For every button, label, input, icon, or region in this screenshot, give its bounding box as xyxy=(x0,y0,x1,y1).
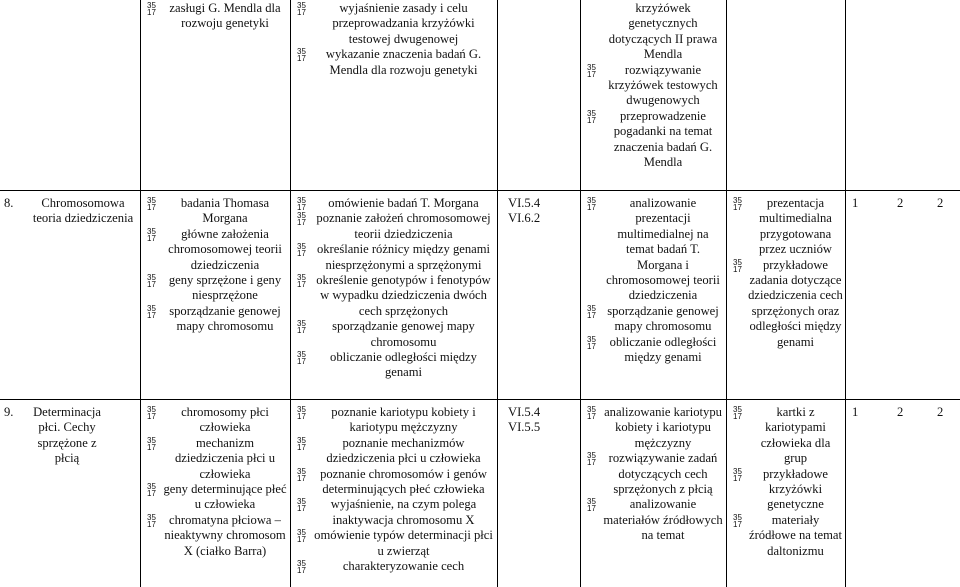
list-item: 35 17 poznanie założeń chromosomowej teorii dziedziczenia xyxy=(292,211,495,242)
standards-cell xyxy=(508,405,578,436)
bullet-icon: 35 17 xyxy=(147,226,156,243)
list-item: 35 17 kartki z kariotypami człowieka dla grup xyxy=(728,405,843,467)
list-item: 35 17 omówienie badań T. Morgana xyxy=(292,196,495,211)
list-item: 35 17 badania Thomasa Morgana xyxy=(142,196,288,227)
bullet-icon: 35 17 xyxy=(297,47,306,64)
list-item: 35 17 wyjaśnienie zasady i celu przeprowadzania krzyżówki testowej dwugenowej xyxy=(292,1,495,47)
list-item: 35 17 charakteryzowanie cech xyxy=(292,559,495,574)
list-item: 35 17 poznanie mechanizmów dziedziczenia płci u człowieka xyxy=(292,436,495,467)
list-item: 35 17 określanie różnicy między genami niesprzężonymi a sprzężonymi xyxy=(292,242,495,273)
list-item: 35 17 chromosomy płci człowieka xyxy=(142,405,288,436)
bullet-icon: 35 17 xyxy=(147,273,156,290)
goals-cell xyxy=(292,1,495,78)
standard-code: VI.5.5 xyxy=(508,420,541,435)
topic-number: 8. xyxy=(4,196,14,210)
list-item: 35 17 główne założenia chromosomowej teorii dziedziczenia xyxy=(142,227,288,273)
column-divider xyxy=(140,0,141,587)
hours-value: 2 xyxy=(897,196,904,210)
hours-cell xyxy=(847,196,960,214)
bullet-icon: 35 17 xyxy=(587,108,596,125)
bullet-icon: 35 17 xyxy=(297,466,306,483)
bullet-icon: 35 17 xyxy=(147,435,156,452)
bullet-icon: 35 17 xyxy=(297,497,306,514)
list-item: 35 17 obliczanie odległości między genami xyxy=(582,335,724,366)
column-divider xyxy=(726,0,727,587)
hours-value: 1 xyxy=(852,196,859,210)
bullet-icon: 35 17 xyxy=(297,196,306,212)
bullet-icon: 35 17 xyxy=(587,497,596,514)
standards-cell xyxy=(508,196,578,227)
bullet-icon: 35 17 xyxy=(297,273,306,290)
list-item-continued: krzyżówek genetycznych dotyczących II prawa Mendla xyxy=(608,1,718,62)
column-divider xyxy=(290,0,291,587)
procedures-cell xyxy=(582,405,724,544)
bullet-icon: 35 17 xyxy=(147,482,156,499)
list-item: 35 17 wyjaśnienie, na czym polega inaktywacja chromosomu X xyxy=(292,497,495,528)
bullet-icon: 35 17 xyxy=(297,211,306,228)
content-cell xyxy=(142,405,288,559)
goals-cell xyxy=(292,196,495,381)
hours-value: 2 xyxy=(937,196,944,210)
list-item: 35 17 sporządzanie genowej mapy chromosomu xyxy=(142,304,288,335)
list-item: 35 17 rozwiązywanie krzyżówek testowych dwugenowych xyxy=(582,63,724,109)
topic-cell xyxy=(4,196,138,227)
column-divider xyxy=(845,0,846,587)
list-item: 35 17 przeprowadzenie pogadanki na temat znaczenia badań G. Mendla xyxy=(582,109,724,171)
bullet-icon: 35 17 xyxy=(733,466,742,483)
hours-value: 2 xyxy=(937,405,944,419)
content-cell xyxy=(142,1,288,32)
hours-cell xyxy=(847,405,960,423)
list-item: 35 17 materiały źródłowe na temat daltonizmu xyxy=(728,513,843,559)
topic-cell xyxy=(4,405,138,467)
procedures-cell xyxy=(582,196,724,365)
bullet-icon: 35 17 xyxy=(297,242,306,259)
bullet-icon: 35 17 xyxy=(297,435,306,452)
standard-code: VI.5.4 xyxy=(508,196,541,210)
means-cell xyxy=(728,405,843,559)
list-item: 35 17 analizowanie prezentacji multimedialnej na temat badań T. Morgana i chromosomowej teorii dziedziczenia xyxy=(582,196,724,304)
bullet-icon: 35 17 xyxy=(147,512,156,529)
list-item: 35 17 przykładowe zadania dotyczące dziedziczenia cech sprzężonych oraz odległości między genami xyxy=(728,258,843,350)
list-item: 35 17 obliczanie odległości między genami xyxy=(292,350,495,381)
bullet-icon: 35 17 xyxy=(297,559,306,575)
bullet-icon: 35 17 xyxy=(587,405,596,421)
bullet-icon: 35 17 xyxy=(733,196,742,212)
bullet-icon: 35 17 xyxy=(147,303,156,320)
bullet-icon: 35 17 xyxy=(587,451,596,468)
list-item: 35 17 rozwiązywanie zadań dotyczących cech sprzężonych z płcią xyxy=(582,451,724,497)
list-item: 35 17 mechanizm dziedziczenia płci u człowieka xyxy=(142,436,288,482)
standard-code: VI.5.4 xyxy=(508,405,541,419)
topic-title: Chromosomowa teoria dziedziczenia xyxy=(32,196,134,226)
procedures-cell xyxy=(582,1,724,170)
bullet-icon: 35 17 xyxy=(297,405,306,421)
list-item: 35 17 określenie genotypów i fenotypów w wypadku dziedziczenia dwóch cech sprzężonych xyxy=(292,273,495,319)
bullet-icon: 35 17 xyxy=(297,1,306,17)
bullet-icon: 35 17 xyxy=(147,196,156,212)
bullet-icon: 35 17 xyxy=(587,196,596,212)
column-divider xyxy=(497,0,498,587)
list-item: 35 17 poznanie chromosomów i genów determinujących płeć człowieka xyxy=(292,467,495,498)
list-item: 35 17 sporządzanie genowej mapy chromosomu xyxy=(582,304,724,335)
bullet-icon: 35 17 xyxy=(147,1,156,17)
column-divider xyxy=(580,0,581,587)
bullet-icon: 35 17 xyxy=(733,257,742,274)
list-item: 35 17 wykazanie znaczenia badań G. Mendla dla rozwoju genetyki xyxy=(292,47,495,78)
means-cell xyxy=(728,196,843,350)
list-item: 35 17 analizowanie kariotypu kobiety i kariotypu mężczyzny xyxy=(582,405,724,451)
list-item: 35 17 chromatyna płciowa – nieaktywny chromosom X (ciałko Barra) xyxy=(142,513,288,559)
list-item: 35 17 poznanie kariotypu kobiety i kariotypu mężczyzny xyxy=(292,405,495,436)
bullet-icon: 35 17 xyxy=(587,334,596,351)
standard-code: VI.6.2 xyxy=(508,211,541,226)
goals-cell xyxy=(292,405,495,574)
bullet-icon: 35 17 xyxy=(147,405,156,421)
list-item: 35 17 sporządzanie genowej mapy chromosomu xyxy=(292,319,495,350)
hours-value: 1 xyxy=(852,405,859,419)
bullet-icon: 35 17 xyxy=(587,62,596,79)
list-item: 35 17 zasługi G. Mendla dla rozwoju genetyki xyxy=(142,1,288,32)
list-item: 35 17 prezentacja multimedialna przygotowana przez uczniów xyxy=(728,196,843,258)
topic-number: 9. xyxy=(4,405,14,419)
bullet-icon: 35 17 xyxy=(297,319,306,336)
list-item: 35 17 geny determinujące płeć u człowieka xyxy=(142,482,288,513)
bullet-icon: 35 17 xyxy=(733,512,742,529)
bullet-icon: 35 17 xyxy=(297,350,306,367)
list-item: 35 17 omówienie typów determinacji płci u zwierząt xyxy=(292,528,495,559)
topic-title: Determinacja płci. Cechy sprzężone z płcią xyxy=(33,405,101,466)
bullet-icon: 35 17 xyxy=(733,405,742,421)
bullet-icon: 35 17 xyxy=(587,303,596,320)
list-item: 35 17 przykładowe krzyżówki genetyczne xyxy=(728,467,843,513)
list-item: 35 17 analizowanie materiałów źródłowych na temat xyxy=(582,497,724,543)
row-divider xyxy=(0,190,960,191)
list-item: 35 17 geny sprzężone i geny niesprzężone xyxy=(142,273,288,304)
hours-value: 2 xyxy=(897,405,904,419)
row-divider xyxy=(0,399,960,400)
content-cell xyxy=(142,196,288,335)
bullet-icon: 35 17 xyxy=(297,528,306,545)
